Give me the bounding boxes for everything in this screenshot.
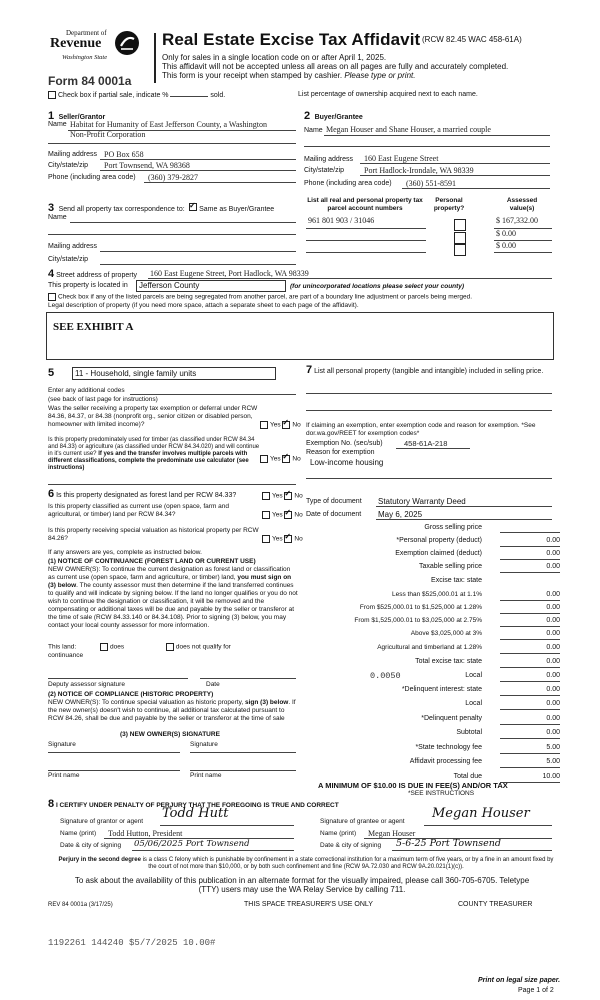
grantee-name-label: Name (print) <box>320 830 357 837</box>
parcel-row <box>306 216 552 228</box>
agricultural-label: Agricultural and timberland at 1.28% <box>377 644 482 651</box>
dept-line1: Department of <box>66 29 107 37</box>
certify-line: 8 I CERTIFY UNDER PENALTY OF PERJURY THAT THE FOREGOING IS TRUE AND CORRECT <box>48 798 339 810</box>
form-number: Form 84 0001a <box>48 74 132 88</box>
dor-emblem-icon <box>114 30 140 56</box>
print-legal: Print on legal size paper. <box>478 977 561 984</box>
seller-phone-value: (360) 379-2827 <box>148 173 198 182</box>
tier1-value[interactable]: 0.00 <box>500 591 560 601</box>
notice2-text: NEW OWNER(S): To continue special valuation as historic property, sign (3) below. If the new owner(s) doesn't wish to continue, all additional tax calculated pursuant to RCW 84.26, shall be due and payable by the seller or transferor at the time of sale <box>48 699 296 722</box>
section3-city-label: City/state/zip <box>48 256 89 263</box>
buyer-mail-value: 160 East Eugene Street <box>364 154 439 163</box>
partial-sale-checkbox[interactable] <box>48 91 56 99</box>
personal-property-checkbox[interactable] <box>454 244 466 256</box>
personal-property-value[interactable]: 0.00 <box>500 537 560 547</box>
doc-type-label: Type of document <box>306 498 362 505</box>
accessibility-note-2: (TTY) users may use the WA Relay Service by calling 711. <box>198 885 406 894</box>
taxable-price-value[interactable]: 0.00 <box>500 563 560 573</box>
treasurer-use: THIS SPACE TREASURER'S USE ONLY <box>244 901 373 908</box>
parcel-col1: List all real and personal property tax parcel account numbers <box>307 197 423 212</box>
delinquent-interest-label: *Delinquent interest: state <box>401 686 482 693</box>
page-number: Page 1 of 2 <box>518 987 554 994</box>
tier2-label: From $525,000.01 to $1,525,000 at 1.28% <box>359 604 482 611</box>
q6-historic-answer: Yes ✓ No <box>262 535 303 544</box>
grantor-signature[interactable]: Todd Hutt <box>162 806 229 821</box>
owner-signature-label-2: Signature <box>190 741 218 748</box>
exemption-claimed-value[interactable]: 0.00 <box>500 550 560 560</box>
grantee-date-label: Date & city of signing <box>320 842 382 849</box>
gross-selling-price-label: Gross selling price <box>424 524 482 531</box>
tier4-value[interactable]: 0.00 <box>500 630 560 640</box>
rev-number: REV 84 0001a (3/17/25) <box>48 902 113 908</box>
seller-name-label: Name <box>48 121 67 128</box>
buyer-mail-label: Mailing address <box>304 156 354 163</box>
this-land-row: This land: does does not qualify for <box>48 643 231 651</box>
continuance-label: continuance <box>48 652 84 659</box>
exemption-text: If claiming an exemption, enter exemption code and reason for exemption. *See dor.wa.gov/REET for exemption codes* <box>306 422 536 437</box>
q5-2-yes-checkbox[interactable] <box>260 455 268 463</box>
seller-mail-label: Mailing address <box>48 151 98 158</box>
street-address-value[interactable]: 160 East Eugene Street, Port Hadlock, WA 98339 <box>150 269 309 278</box>
q6-1-yes-checkbox[interactable] <box>262 492 270 500</box>
additional-codes-label: Enter any additional codes <box>48 387 125 394</box>
notice1-title: (1) NOTICE OF CONTINUANCE (FOREST LAND OR CURRENT USE) <box>48 558 256 565</box>
owner-print-name-label-2: Print name <box>190 772 222 779</box>
grantor-sig-label: Signature of grantor or agent <box>60 818 144 825</box>
dept-line3: Washington State <box>62 54 108 61</box>
delinquent-local-value[interactable]: 0.00 <box>500 700 560 710</box>
notice2-title: (2) NOTICE OF COMPLIANCE (HISTORIC PROPERTY) <box>48 691 214 698</box>
exemption-no-label: Exemption No. (sec/sub) <box>306 440 383 447</box>
form-rcw: (RCW 82.45 WAC 458-61A) <box>422 35 522 44</box>
excise-state-label: Excise tax: state <box>431 577 482 584</box>
tech-fee-label: *State technology fee <box>415 744 482 751</box>
reason-value[interactable]: Low-income housing <box>310 458 384 467</box>
q5-exemption-answer: Yes ✓ No <box>260 421 301 430</box>
seller-city-label: City/state/zip <box>48 162 89 169</box>
doc-date-value[interactable]: May 6, 2025 <box>378 510 423 519</box>
form-title: Real Estate Excise Tax Affidavit <box>162 30 421 49</box>
use-code-select[interactable]: 11 - Household, single family units <box>72 367 276 380</box>
grantee-sig-label: Signature of grantee or agent <box>320 818 405 825</box>
section3-heading: 3 Send all property tax correspondence to: ✓ Same as Buyer/Grantee <box>48 198 274 216</box>
header-note1: Only for sales in a single location code on or after April 1, 2025. <box>162 53 387 62</box>
seller-heading: 1 Seller/Grantor <box>48 110 106 122</box>
accessibility-note-1: To ask about the availability of this publication in an alternate format for the visually impaired, please call 360-705-6705. Teletype <box>74 876 530 885</box>
owner-signature-label: Signature <box>48 741 76 748</box>
parcel-col3: Assessed value(s) <box>506 197 538 212</box>
agricultural-value[interactable]: 0.00 <box>500 644 560 654</box>
q6-3-no-checkbox[interactable] <box>284 535 292 543</box>
same-as-buyer-checkbox[interactable] <box>189 203 197 211</box>
deputy-date-label: Date <box>206 681 220 688</box>
seller-city-value: Port Townsend, WA 98368 <box>104 161 190 170</box>
q6-3-yes-checkbox[interactable] <box>262 535 270 543</box>
tier1-label: Less than $525,000.01 at 1.1% <box>392 591 482 598</box>
local-label: Local <box>465 672 482 679</box>
dor-logo <box>50 27 150 73</box>
section3-mail-label: Mailing address <box>48 243 98 250</box>
reason-label: Reason for exemption <box>306 449 375 456</box>
any-yes-note: If any answers are yes, complete as instructed below. <box>48 549 202 556</box>
gross-selling-price-value[interactable] <box>500 524 560 533</box>
ownership-note: List percentage of ownership acquired next to each name. <box>298 91 478 98</box>
perjury-note: Perjury in the second degree is a class C felony which is punishable by confinement in a state correctional institution for a maximum term of five years, or by a fine in an amount fixed by the court of not more than $10,000, or by both such confinement and fine (RCW 9A.72.030 and RCW 9A.20.021(1)(c)). <box>58 857 554 870</box>
q5-1-yes-checkbox[interactable] <box>260 421 268 429</box>
buyer-phone-value: (360) 551-8591 <box>406 179 456 188</box>
located-label: This property is located in <box>48 282 128 289</box>
buyer-city-label: City/state/zip <box>304 167 345 174</box>
segregated-row: Check box if any of the listed parcels are being segregated from another parcel, are part of a boundary line adjustment or parcels being merged. <box>48 293 472 302</box>
see-instructions: *SEE INSTRUCTIONS <box>408 790 475 797</box>
tier3-label: From $1,525,000.01 to $3,025,000 at 2.75% <box>354 617 482 624</box>
see-back-note: (see back of last page for instructions) <box>48 396 158 403</box>
buyer-city-value: Port Hadlock-Irondale, WA 98339 <box>364 166 474 175</box>
does-checkbox[interactable] <box>100 643 108 651</box>
q5-1-no-checkbox[interactable] <box>282 421 290 429</box>
section5-num: 5 <box>48 367 55 379</box>
tier4-label: Above $3,025,000 at 3% <box>410 630 482 637</box>
section4-street: 4 Street address of property <box>48 268 138 280</box>
grantee-date-value[interactable]: 5-6-25 Port Townsend <box>396 838 501 849</box>
does-not-checkbox[interactable] <box>166 643 174 651</box>
subtotal-value[interactable]: 0.00 <box>500 729 560 739</box>
q6-current-use: Is this property classified as current use (open space, farm and agricultural, or timber) land per RCW 84.34? <box>48 503 230 518</box>
county-treasurer: COUNTY TREASURER <box>458 901 533 908</box>
exemption-no-value[interactable]: 458-61A-218 <box>404 439 448 448</box>
total-due-value[interactable]: 10.00 <box>500 773 560 783</box>
new-owner-sig-title: (3) NEW OWNER(S) SIGNATURE <box>120 731 220 738</box>
partial-sale-row: Check box if partial sale, indicate % sold. <box>48 91 225 100</box>
deputy-label: Deputy assessor signature <box>48 681 125 688</box>
q6-forest-answer: Yes ✓ No <box>262 492 303 501</box>
exemption-claimed-label: Exemption claimed (deduct) <box>395 550 482 557</box>
owner-print-name-label: Print name <box>48 772 80 779</box>
q5-exemption: Was the seller receiving a property tax exemption or deferral under RCW 84.36, 84.37, or 84.38 (nonprofit org., senior citizen or disabled person, homeowner with limited income)? <box>48 405 258 428</box>
q6-1-no-checkbox[interactable] <box>284 492 292 500</box>
assessed-value[interactable]: $ 0.00 <box>496 241 516 250</box>
tier3-value[interactable]: 0.00 <box>500 617 560 627</box>
seller-name-value: Habitat for Humanity of East Jefferson County, a Washington <box>70 120 267 129</box>
buyer-name-value: Megan Houser and Shane Houser, a married couple <box>326 125 491 134</box>
q6-forest: 6 Is this property designated as forest land per RCW 84.33? <box>48 488 237 500</box>
doc-type-value[interactable]: Statutory Warranty Deed <box>378 497 466 506</box>
header-divider <box>154 33 156 83</box>
assessed-value[interactable]: $ 0.00 <box>496 229 516 238</box>
grantor-date-value[interactable]: 05/06/2025 Port Townsend <box>134 839 250 849</box>
legal-description-box[interactable] <box>46 312 554 360</box>
local-value[interactable]: 0.00 <box>500 672 560 682</box>
doc-date-label: Date of document <box>306 511 362 518</box>
assessed-value[interactable]: $ 167,332.00 <box>496 216 538 225</box>
q5-timber-answer: Yes ✓ No <box>260 455 301 464</box>
total-excise-state-value[interactable]: 0.00 <box>500 658 560 668</box>
buyer-phone-label: Phone (including area code) <box>304 180 392 187</box>
taxable-price-label: Taxable selling price <box>418 563 482 570</box>
delinquent-penalty-value[interactable]: 0.00 <box>500 715 560 725</box>
header-note3: This form is your receipt when stamped by cashier. Please type or print. <box>162 71 416 80</box>
seller-name-value2: Non-Profit Corporation <box>70 130 146 139</box>
section3-name-label: Name <box>48 214 67 221</box>
grantor-date-label: Date & city of signing <box>60 842 122 849</box>
header-note2: This affidavit will not be accepted unless all areas on all pages are fully and accurately completed. <box>162 62 509 71</box>
dept-line2: Revenue <box>50 36 102 51</box>
processing-fee-label: Affidavit processing fee <box>409 758 482 765</box>
delinquent-penalty-label: *Delinquent penalty <box>421 715 482 722</box>
q5-2-no-checkbox[interactable] <box>282 455 290 463</box>
county-select[interactable]: Jefferson County <box>136 280 286 292</box>
cashier-stamp: 1192261 144240 $5/7/2025 10.00# <box>48 938 216 948</box>
q6-2-yes-checkbox[interactable] <box>262 511 270 519</box>
notice1-text: NEW OWNER(S): To continue the current designation as forest land or classification as current use (open space, farm and agriculture, or timber) land, you must sign on (3) below. The county assessor must then determine if the land transferred continues to qualify and will indicate by signing below. If the land no longer qualifies or you do not wish to continue the designation or classification, it will be removed and the compensating or additional taxes will be due and payable by the seller or transferor at the time of sale (RCW 84.33.140 or 84.34.108). Prior to signing (3) below, you may contact your local county assessor for more information. <box>48 566 298 629</box>
q6-historic: Is this property receiving special valuation as historical property per RCW 84.26? <box>48 527 259 542</box>
parcel-number[interactable]: 961 801 903 / 31046 <box>308 216 375 225</box>
seller-mail-value: PO Box 658 <box>104 150 144 159</box>
subtotal-label: Subtotal <box>456 729 482 736</box>
legal-label: Legal description of property (if you need more space, attach a separate sheet to each page of the affidavit). <box>48 302 359 309</box>
grantee-name-value[interactable]: Megan Houser <box>368 829 416 838</box>
tech-fee-value[interactable]: 5.00 <box>500 744 560 754</box>
delinquent-interest-value[interactable]: 0.00 <box>500 686 560 696</box>
total-excise-state-label: Total excise tax: state <box>415 658 482 665</box>
total-due-label: Total due <box>453 773 482 780</box>
buyer-heading: 2 Buyer/Grantee <box>304 110 363 122</box>
legal-description-value: SEE EXHIBIT A <box>53 321 134 333</box>
q6-2-no-checkbox[interactable] <box>284 511 292 519</box>
q6-current-use-answer: Yes ✓ No <box>262 511 303 520</box>
delinquent-local-label: Local <box>465 700 482 707</box>
personal-property-label: *Personal property (deduct) <box>396 537 482 544</box>
q5-timber: Is this property predominately used for timber (as classified under RCW 84.34 and 84.33) or agriculture (as classified under RCW 84.34.020) and will continue in it's current use? If yes and the transfer involves multiple parcels with different classifications, complete the predominate use calculator (see instructions) <box>48 437 260 471</box>
grantor-name-label: Name (print) <box>60 830 97 837</box>
parcel-col2: Personal property? <box>433 197 465 212</box>
local-rate[interactable]: 0.0050 <box>370 671 401 681</box>
grantor-name-value[interactable]: Todd Hutton, President <box>108 829 183 838</box>
seller-phone-label: Phone (including area code) <box>48 174 136 181</box>
minimum-due: A MINIMUM OF $10.00 IS DUE IN FEE(S) AND/OR TAX <box>318 781 508 790</box>
unincorporated-note: (for unincorporated locations please select your county) <box>290 283 465 290</box>
tier2-value[interactable]: 0.00 <box>500 604 560 614</box>
segregated-checkbox[interactable] <box>48 293 56 301</box>
buyer-name-label: Name <box>304 127 323 134</box>
grantee-signature[interactable]: Megan Houser <box>432 806 530 821</box>
processing-fee-value[interactable]: 5.00 <box>500 758 560 768</box>
section7-label: 7 List all personal property (tangible and intangible) included in selling price. <box>306 364 544 376</box>
